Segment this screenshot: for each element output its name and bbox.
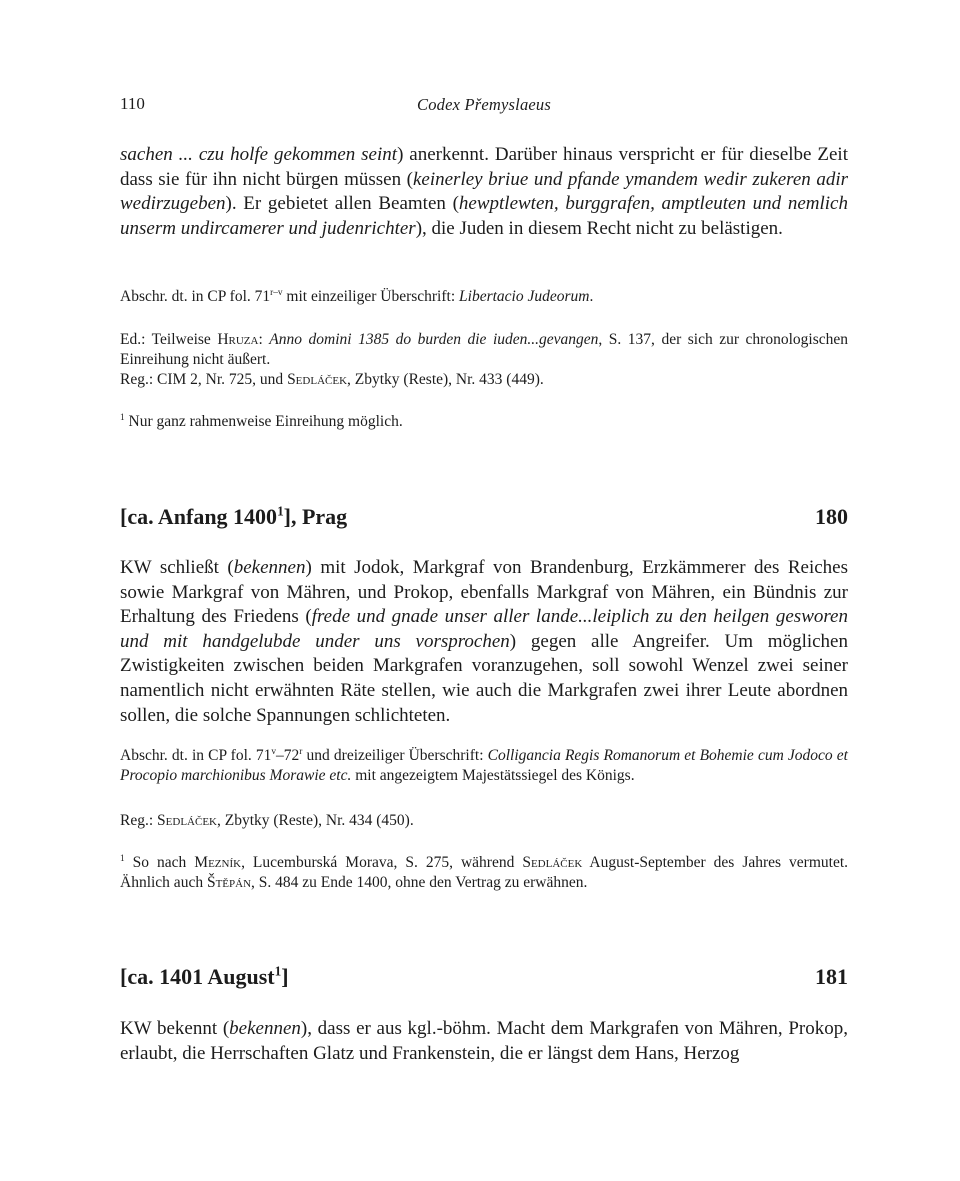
paragraph-text: ), dass er aus kgl.-böhm. Macht dem Markgrafen von Mähren, Prokop, erlaubt, die Herrschaften Glatz und Frankenstein, die er längst dem Hans, Herzog xyxy=(120,1018,848,1064)
entry-179-edition xyxy=(120,330,848,390)
entry-180-heading xyxy=(120,504,848,534)
author-name: Mezník xyxy=(194,854,242,871)
entry-180-regest-ref xyxy=(120,811,848,831)
author-name: Štěpán xyxy=(206,874,252,891)
author-name: Sedláček xyxy=(287,371,348,388)
author-name: Hruza xyxy=(217,331,259,348)
paragraph-text: ). Er gebietet allen Beamten ( xyxy=(225,193,459,215)
heading-place: ] xyxy=(281,964,289,989)
note-text: Reg.: CIM 2, Nr. 725, und xyxy=(120,371,288,388)
entry-179-footnote xyxy=(120,412,848,432)
quote-text: hewptlewten, burggrafen, amptleuten und nemlich unserm undircamerer und judenrichter xyxy=(120,193,848,239)
note-text: . xyxy=(589,288,594,305)
footnote-mark: 1 xyxy=(274,963,282,979)
note-text: : xyxy=(258,331,270,348)
page-number: 110 xyxy=(120,94,145,113)
note-text: –72 xyxy=(276,747,300,764)
paragraph-text: ) anerkennt. Darüber hinaus verspricht er für dieselbe Zeit dass sie für ihn nicht bürgen müssen ( xyxy=(120,144,848,190)
entry-179-continuation xyxy=(120,143,848,241)
heading-place: ], Prag xyxy=(283,504,348,529)
note-text: Reg.: xyxy=(120,812,158,829)
footnote-text: So nach xyxy=(124,854,195,871)
entry-180-footnote xyxy=(120,853,848,893)
heading-date: [ca. 1401 August xyxy=(120,964,275,989)
note-text: , Zbytky (Reste), Nr. 433 (449). xyxy=(347,371,544,388)
folio-sup: v xyxy=(271,746,277,757)
note-text: Abschr. dt. in CP fol. 71 xyxy=(120,747,272,764)
quote-text: sachen ... czu holfe gekommen seint xyxy=(120,144,398,165)
author-name: Sedláček xyxy=(157,812,217,829)
entry-180-regest xyxy=(120,556,848,728)
footnote-text: , Lucemburská Morava, S. 275, während xyxy=(241,854,523,871)
rubric-title: Libertacio Judeorum xyxy=(459,288,590,305)
entry-number: 181 xyxy=(815,964,848,989)
quote-text: frede und gnade unser aller lande...leiplich zu den heilgen gesworen und mit handgelubde under uns vorsprochen xyxy=(120,606,848,652)
folio-sup: r xyxy=(299,746,303,757)
note-text: mit einzeiliger Überschrift: xyxy=(282,288,460,305)
heading-date: [ca. Anfang 1400 xyxy=(120,504,278,529)
entry-number: 180 xyxy=(815,504,848,529)
paragraph-text: ) mit Jodok, Markgraf von Brandenburg, Erzkämmerer des Reiches sowie Markgraf von Mähren, und Prokop, ebenfalls Markgraf von Mähren, ein Bündnis zur Erhaltung des Friedens ( xyxy=(120,557,848,628)
author-name: Sedláček xyxy=(522,854,583,871)
footnote-text: August-September des Jahres vermutet. Ähnlich auch xyxy=(120,854,849,891)
quote-text: keinerley briue und pfande ymandem wedir zukeren adir wedirzugeben xyxy=(120,168,849,215)
note-text: und dreizeiliger Überschrift: xyxy=(302,747,488,764)
paragraph-text: KW schließt ( xyxy=(120,557,234,578)
entry-179-abschr xyxy=(120,287,848,307)
quote-text: bekennen xyxy=(233,557,306,578)
paragraph-text: KW bekennt ( xyxy=(120,1018,230,1039)
paragraph-text: ), die Juden in diesem Recht nicht zu belästigen. xyxy=(415,217,783,239)
footnote-mark: 1 xyxy=(277,503,284,519)
entry-179-paragraph xyxy=(120,143,848,241)
footnote-text: , S. 484 zu Ende 1400, ohne den Vertrag zu erwähnen. xyxy=(251,874,588,891)
footnote-mark: 1 xyxy=(120,412,125,423)
note-text: Abschr. dt. in CP fol. 71 xyxy=(120,288,271,305)
footnote-mark: 1 xyxy=(120,853,125,864)
running-head xyxy=(120,94,848,118)
entry-181-heading xyxy=(120,964,848,994)
rubric-title: Colligancia Regis Romanorum et Bohemie cum Jodoco et Procopio marchionibus Morawie etc. xyxy=(120,747,848,784)
footnote-text: Nur ganz rahmenweise Einreihung möglich. xyxy=(124,413,403,430)
entry-180-abschr xyxy=(120,746,848,786)
entry-181-regest xyxy=(120,1017,848,1066)
edition-title: Anno domini 1385 do burden die iuden...gevangen xyxy=(269,331,599,348)
running-title: Codex Přemyslaeus xyxy=(417,95,551,114)
note-text: , Zbytky (Reste), Nr. 434 (450). xyxy=(216,812,414,829)
note-text: , S. 137, der sich zur chronologischen Einreihung nicht äußert. xyxy=(120,331,848,368)
note-text: mit angezeigtem Majestätssiegel des Königs. xyxy=(351,767,635,784)
paragraph-text: ) gegen alle Angreifer. Um möglichen Zwistigkeiten zwischen beiden Markgrafen voranzugehen, soll sowohl Wenzel zwei seiner namentlich nicht erwähnten Räte stellen, wie auch die Markgrafen zwei ihrer Leute abordnen sollen, die solche Spannungen schlichteten. xyxy=(120,630,848,726)
folio-sup: r–v xyxy=(270,287,283,298)
note-text: Ed.: Teilweise xyxy=(120,331,218,348)
quote-text: bekennen xyxy=(229,1018,301,1039)
